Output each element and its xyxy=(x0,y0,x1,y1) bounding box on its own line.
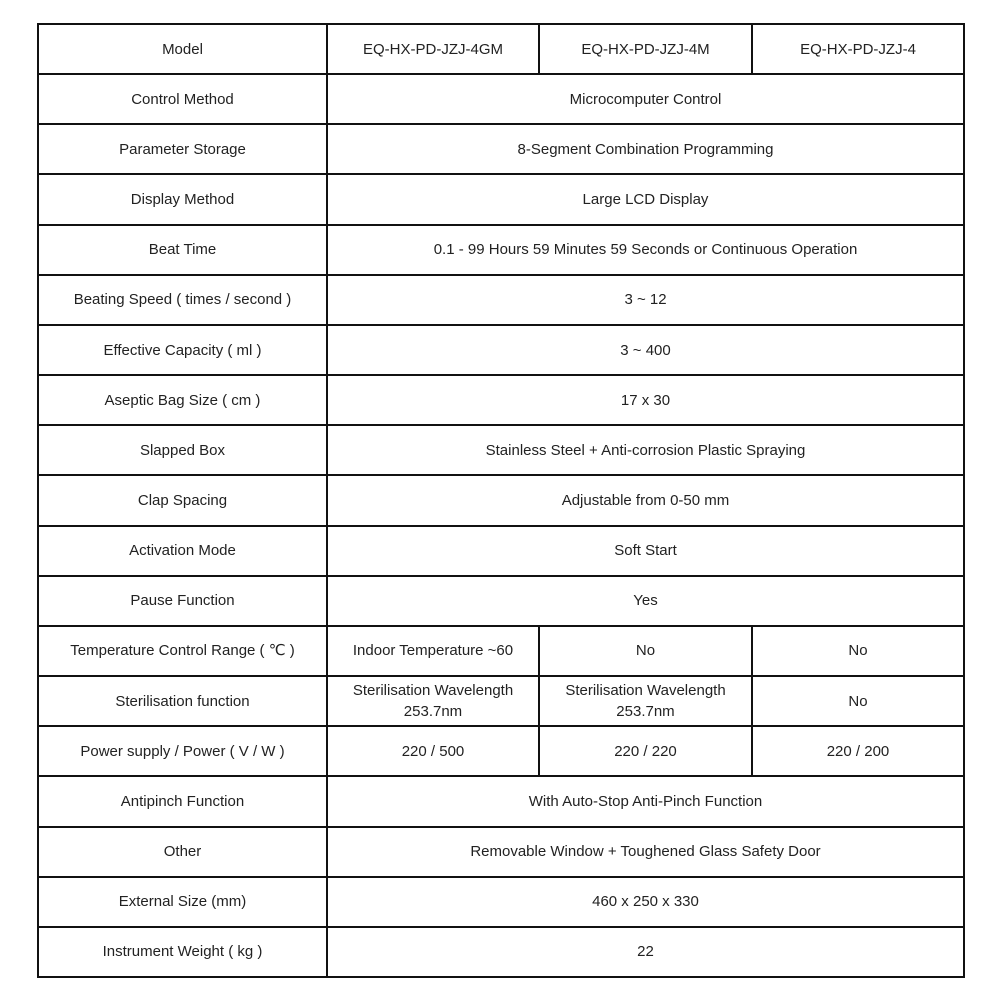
table-row-beating-speed xyxy=(38,275,964,325)
table-row-clap-spacing xyxy=(38,475,964,525)
row-label: Parameter Storage xyxy=(38,124,327,174)
row-label: Display Method xyxy=(38,174,327,224)
row-value: 460 x 250 x 330 xyxy=(327,877,964,927)
row-value: Large LCD Display xyxy=(327,174,964,224)
table-row-effective-capacity xyxy=(38,325,964,375)
row-value-4: No xyxy=(752,626,964,676)
row-value: Yes xyxy=(327,576,964,626)
header-model-4m: EQ-HX-PD-JZJ-4M xyxy=(539,24,752,74)
row-label: Beat Time xyxy=(38,225,327,275)
row-value-4m xyxy=(539,676,752,726)
row-value-4gm: 220 / 500 xyxy=(327,726,539,776)
row-label: Temperature Control Range ( ℃ ) xyxy=(38,626,327,676)
row-label: External Size (mm) xyxy=(38,877,327,927)
row-value: Removable Window + Toughened Glass Safety Door xyxy=(327,827,964,877)
sterilisation-text: Sterilisation Wavelength 253.7nm xyxy=(352,682,514,721)
table-row-antipinch-function xyxy=(38,776,964,826)
row-value: 3 ~ 12 xyxy=(327,275,964,325)
table-row-control-method xyxy=(38,74,964,124)
table-row-display-method xyxy=(38,174,964,224)
table-row-external-size xyxy=(38,877,964,927)
row-value: 8-Segment Combination Programming xyxy=(327,124,964,174)
row-label: Activation Mode xyxy=(38,526,327,576)
row-value: With Auto-Stop Anti-Pinch Function xyxy=(327,776,964,826)
table-row-sterilisation-function xyxy=(38,676,964,726)
row-label: Clap Spacing xyxy=(38,475,327,525)
row-label: Slapped Box xyxy=(38,425,327,475)
row-label: Antipinch Function xyxy=(38,776,327,826)
row-label: Aseptic Bag Size ( cm ) xyxy=(38,375,327,425)
table-row-power-supply xyxy=(38,726,964,776)
header-model-4: EQ-HX-PD-JZJ-4 xyxy=(752,24,964,74)
row-value-4gm xyxy=(327,676,539,726)
table-row-other xyxy=(38,827,964,877)
row-label: Beating Speed ( times / second ) xyxy=(38,275,327,325)
row-value-4: 220 / 200 xyxy=(752,726,964,776)
row-value: 17 x 30 xyxy=(327,375,964,425)
row-value-4gm: Indoor Temperature ~60 xyxy=(327,626,539,676)
row-label: Pause Function xyxy=(38,576,327,626)
row-value: 22 xyxy=(327,927,964,977)
row-label: Sterilisation function xyxy=(38,676,327,726)
row-value-4m: No xyxy=(539,626,752,676)
row-value: Soft Start xyxy=(327,526,964,576)
row-value: Microcomputer Control xyxy=(327,74,964,124)
row-value: Stainless Steel + Anti-corrosion Plastic Spraying xyxy=(327,425,964,475)
sterilisation-text: Sterilisation Wavelength 253.7nm xyxy=(565,682,726,721)
row-value: 3 ~ 400 xyxy=(327,325,964,375)
row-value-4: No xyxy=(752,676,964,726)
row-label: Power supply / Power ( V / W ) xyxy=(38,726,327,776)
row-label: Instrument Weight ( kg ) xyxy=(38,927,327,977)
row-value: Adjustable from 0-50 mm xyxy=(327,475,964,525)
table-row-parameter-storage xyxy=(38,124,964,174)
spec-table xyxy=(37,23,965,978)
table-row-slapped-box xyxy=(38,425,964,475)
table-row-activation-mode xyxy=(38,526,964,576)
row-value-4m: 220 / 220 xyxy=(539,726,752,776)
table-row-instrument-weight xyxy=(38,927,964,977)
table-header-row xyxy=(38,24,964,74)
row-label: Effective Capacity ( ml ) xyxy=(38,325,327,375)
row-value: 0.1 - 99 Hours 59 Minutes 59 Seconds or Continuous Operation xyxy=(327,225,964,275)
table-row-aseptic-bag-size xyxy=(38,375,964,425)
header-label-cell: Model xyxy=(38,24,327,74)
header-model-4gm: EQ-HX-PD-JZJ-4GM xyxy=(327,24,539,74)
table-row-temperature-control xyxy=(38,626,964,676)
row-label: Control Method xyxy=(38,74,327,124)
table-row-beat-time xyxy=(38,225,964,275)
row-label: Other xyxy=(38,827,327,877)
table-row-pause-function xyxy=(38,576,964,626)
